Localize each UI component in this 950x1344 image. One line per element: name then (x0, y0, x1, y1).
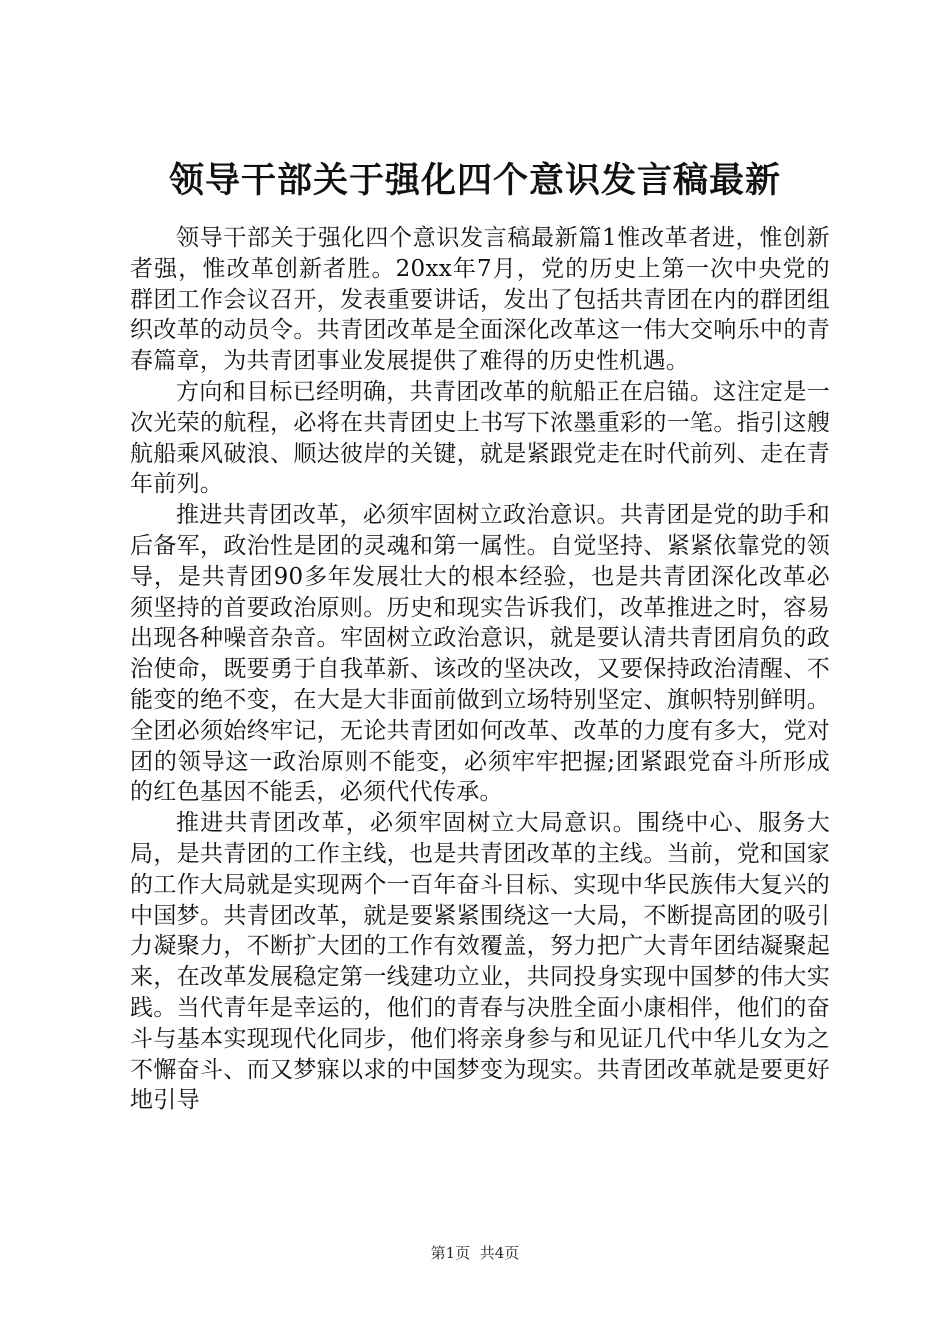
paragraph-2: 方向和目标已经明确，共青团改革的航船正在启锚。这注定是一次光荣的航程，必将在共青团史上书写下浓墨重彩的一笔。指引这艘航船乘风破浪、顺达彼岸的关键，就是紧跟党走在时代前列、走在青年前列。 (130, 378, 830, 498)
footer-spacer (470, 1243, 480, 1263)
document-body (130, 223, 830, 1116)
page-number: 第1页 (430, 1244, 471, 1262)
paragraph-4: 推进共青团改革，必须牢固树立大局意识。围绕中心、服务大局，是共青团的工作主线，也是共青团改革的主线。当前，党和国家的工作大局就是实现两个一百年奋斗目标、实现中华民族伟大复兴的中国梦。共青团改革，就是要紧紧围绕这一大局，不断提高团的吸引力凝聚力，不断扩大团的工作有效覆盖，努力把广大青年团结凝聚起来，在改革发展稳定第一线建功立业，共同投身实现中国梦的伟大实践。当代青年是幸运的，他们的青春与决胜全面小康相伴，他们的奋斗与基本实现现代化同步，他们将亲身参与和见证几代中华儿女为之不懈奋斗、而又梦寐以求的中国梦变为现实。共青团改革就是要更好地引导 (130, 810, 830, 1114)
page-footer (0, 1243, 950, 1263)
paragraph-1: 领导干部关于强化四个意识发言稿最新篇1惟改革者进，惟创新者强，惟改革创新者胜。20xx年7月，党的历史上第一次中央党的群团工作会议召开，发表重要讲话，发出了包括共青团在内的群团组织改革的动员令。共青团改革是全面深化改革这一伟大交响乐中的青春篇章，为共青团事业发展提供了难得的历史性机遇。 (130, 225, 830, 375)
page-total: 共4页 (479, 1244, 520, 1262)
document-title: 领导干部关于强化四个意识发言稿最新 (168, 161, 781, 201)
paragraph-3: 推进共青团改革，必须牢固树立政治意识。共青团是党的助手和后备军，政治性是团的灵魂和第一属性。自觉坚持、紧紧依靠党的领导，是共青团90多年发展壮大的根本经验，也是共青团深化改革必须坚持的首要政治原则。历史和现实告诉我们，改革推进之时，容易出现各种噪音杂音。牢固树立政治意识，就是要认清共青团肩负的政治使命，既要勇于自我革新、该改的坚决改，又要保持政治清醒、不能变的绝不变，在大是大非面前做到立场特别坚定、旗帜特别鲜明。全团必须始终牢记，无论共青团如何改革、改革的力度有多大，党对团的领导这一政治原则不能变，必须牢牢把握;团紧跟党奋斗所形成的红色基因不能丢，必须代代传承。 (130, 502, 830, 806)
